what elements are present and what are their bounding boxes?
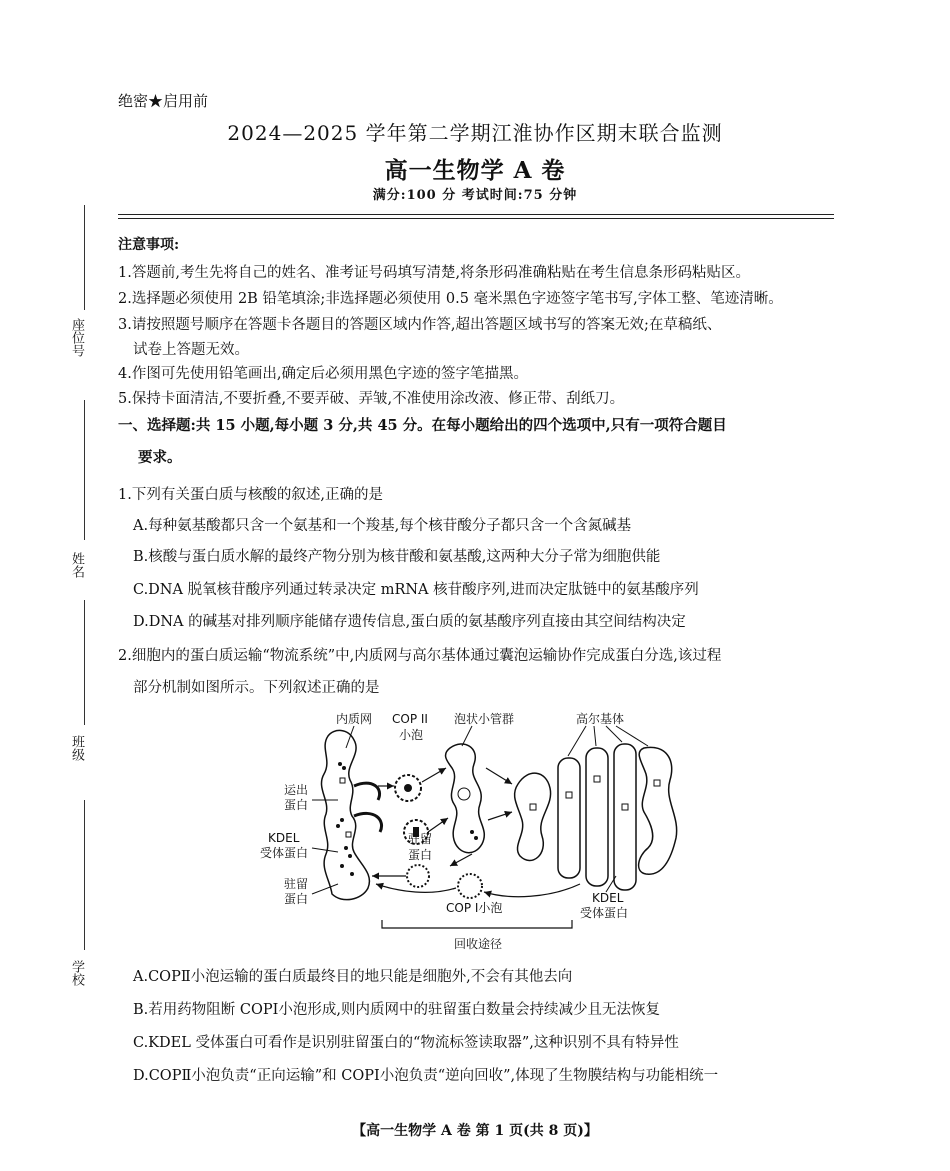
vesicle-transport-figure: [250, 708, 720, 956]
header-rule: [118, 214, 834, 215]
label-golgi: 高尔基体: [576, 712, 625, 726]
vtc-cluster: [446, 744, 485, 853]
label-export-2: 蛋白: [284, 798, 309, 812]
name-label: 姓名: [69, 552, 84, 578]
label-copii-2: 小泡: [399, 728, 424, 742]
label-er: 内质网: [336, 712, 373, 726]
notice-item: 3.请按照题号顺序在答题卡各题目的答题区域内作答,超出答题区域书写的答案无效;在草稿纸、: [118, 317, 722, 333]
notice-heading: 注意事项:: [118, 237, 180, 253]
label-retrieval: 回收途径: [454, 937, 503, 951]
header-rule: [118, 218, 834, 219]
margin-line: [84, 205, 85, 310]
label-kdel-golgi-1: KDEL: [592, 891, 624, 905]
golgi-cisterna: [614, 744, 636, 890]
class-label: 班级: [69, 735, 84, 761]
question-2-option-a[interactable]: A.COPⅡ小泡运输的蛋白质最终目的地只能是细胞外,不会有其他去向: [133, 969, 573, 985]
question-1-option-c[interactable]: C.DNA 脱氧核苷酸序列通过转录决定 mRNA 核苷酸序列,进而决定肽链中的氨基酸序列: [133, 582, 699, 598]
label-kdel-2: 受体蛋白: [260, 846, 309, 860]
page-footer: 【高一生物学 A 卷 第 1 页(共 8 页)】: [352, 1123, 598, 1139]
label-export-1: 运出: [284, 783, 309, 797]
retrieval-bracket: [382, 920, 572, 928]
copi-vesicle: [407, 865, 429, 887]
question-1-option-b[interactable]: B.核酸与蛋白质水解的最终产物分别为核苷酸和氨基酸,这两种大分子常为细胞供能: [133, 549, 661, 565]
golgi-cisterna: [639, 747, 677, 874]
question-1-stem: 1.下列有关蛋白质与核酸的叙述,正确的是: [118, 487, 383, 503]
label-copi: COP I小泡: [446, 901, 503, 915]
secret-mark: 绝密★启用前: [118, 92, 209, 110]
notice-item: 4.作图可先使用铅笔画出,确定后必须用黑色字迹的签字笔描黑。: [118, 366, 528, 382]
section-heading: 一、选择题:共 15 小题,每小题 3 分,共 45 分。在每小题给出的四个选项中,只有一项符合题目: [118, 417, 727, 434]
label-copii-1: COP II: [392, 712, 428, 726]
school-label: 学校: [69, 960, 84, 986]
question-1-option-a[interactable]: A.每种氨基酸都只含一个氨基和一个羧基,每个核苷酸分子都只含一个含氮碱基: [133, 518, 632, 534]
score-time: 满分:100 分 考试时间:75 分钟: [372, 188, 578, 203]
question-2-stem: 2.细胞内的蛋白质运输“物流系统”中,内质网与高尔基体通过囊泡运输协作完成蛋白分选,该过程: [118, 648, 722, 664]
section-heading-cont: 要求。: [138, 449, 182, 466]
question-2-option-b[interactable]: B.若用药物阻断 COPⅠ小泡形成,则内质网中的驻留蛋白数量会持续减少且无法恢复: [133, 1002, 660, 1018]
label-resident-mid-2: 蛋白: [408, 848, 433, 862]
exam-title: 2024—2025 学年第二学期江淮协作区期末联合监测: [227, 121, 723, 145]
label-kdel-1: KDEL: [268, 831, 300, 845]
golgi-cisterna: [515, 773, 551, 860]
question-2-option-c[interactable]: C.KDEL 受体蛋白可看作是识别驻留蛋白的“物流标签读取器”,这种识别不具有特异性: [133, 1035, 679, 1051]
margin-line: [84, 400, 85, 540]
question-1-option-d[interactable]: D.DNA 的碱基对排列顺序能储存遗传信息,蛋白质的氨基酸序列直接由其空间结构决定: [133, 614, 686, 630]
notice-item: 1.答题前,考生先将自己的姓名、准考证号码填写清楚,将条形码准确粘贴在考生信息条形码粘贴区。: [118, 265, 751, 281]
seat-label: 座位号: [69, 318, 84, 357]
label-resident-mid-1: 驻留: [408, 832, 433, 846]
golgi-cisterna: [558, 758, 580, 878]
golgi-cisterna: [586, 748, 608, 886]
label-vtc: 泡状小管群: [454, 712, 515, 726]
margin-line: [84, 800, 85, 950]
notice-item: 试卷上答题无效。: [133, 342, 249, 358]
label-resident-2: 蛋白: [284, 892, 309, 906]
label-kdel-golgi-2: 受体蛋白: [580, 906, 629, 920]
subject-title: 高一生物学 A 卷: [384, 157, 566, 184]
margin-line: [84, 600, 85, 725]
copi-vesicle: [458, 874, 482, 898]
notice-item: 2.选择题必须使用 2B 铅笔填涂;非选择题必须使用 0.5 毫米黑色字迹签字笔书写,字体工整、笔迹清晰。: [118, 291, 783, 307]
notice-item: 5.保持卡面清洁,不要折叠,不要弄破、弄皱,不准使用涂改液、修正带、刮纸刀。: [118, 391, 625, 407]
question-2-option-d[interactable]: D.COPⅡ小泡负责“正向运输”和 COPⅠ小泡负责“逆向回收”,体现了生物膜结构与功能相统一: [133, 1068, 719, 1084]
question-2-stem-cont: 部分机制如图所示。下列叙述正确的是: [133, 680, 380, 696]
label-resident-1: 驻留: [284, 877, 309, 891]
